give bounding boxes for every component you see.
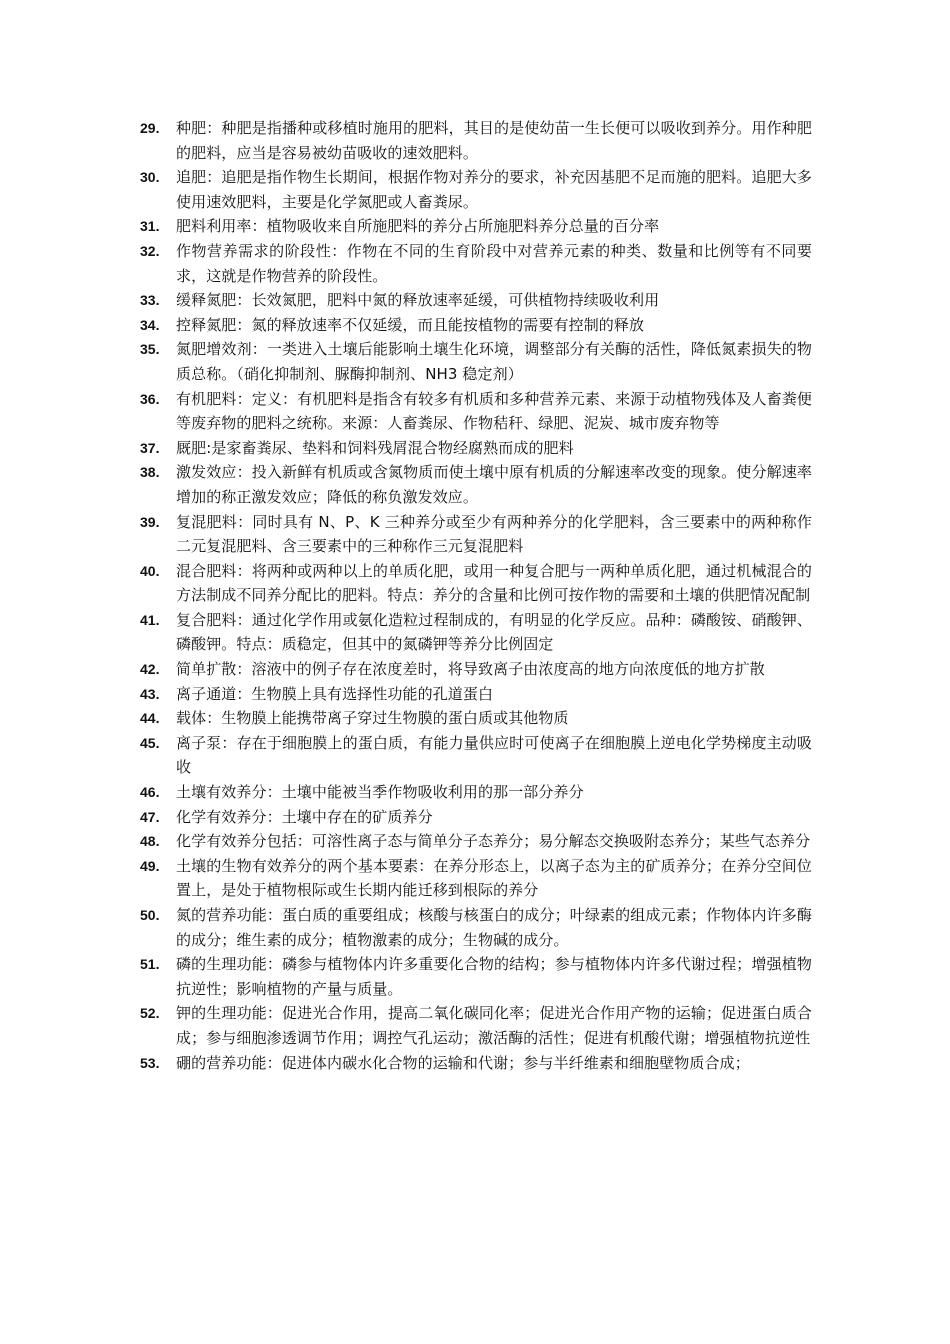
item-text: 土壤有效养分：土壤中能被当季作物吸收利用的那一部分养分	[176, 783, 584, 802]
list-item	[140, 657, 812, 682]
item-number: 40.	[140, 562, 160, 579]
item-text: 肥料利用率：植物吸收来自所施肥料的养分占所施肥料养分总量的百分率	[176, 217, 660, 236]
item-number: 38.	[140, 464, 160, 481]
list-item	[140, 313, 812, 338]
item-number: 47.	[140, 808, 160, 825]
list-item	[140, 116, 812, 165]
item-text: 氮肥增效剂：一类进入土壤后能影响土壤生化环境，调整部分有关酶的活性，降低氮素损失的物质总称。（硝化抑制剂、脲酶抑制剂、NH3 稳定剂）	[176, 340, 812, 383]
item-text: 缓释氮肥：长效氮肥，肥料中氮的释放速率延缓，可供植物持续吸收利用	[176, 291, 660, 310]
item-number: 32.	[140, 242, 160, 259]
item-text: 有机肥料：定义：有机肥料是指含有较多有机质和多种营养元素、来源于动植物残体及人畜粪便等废弃物的肥料之统称。来源：人畜粪尿、作物秸秆、绿肥、泥炭、城市废弃物等	[176, 389, 812, 433]
item-number: 30.	[140, 169, 160, 186]
item-text: 控释氮肥：氮的释放速率不仅延缓，而且能按植物的需要有控制的释放	[176, 315, 645, 334]
item-text: 离子泵：存在于细胞膜上的蛋白质，有能力量供应时可使离子在细胞膜上逆电化学势梯度主动吸收	[176, 733, 812, 777]
item-number: 53.	[140, 1054, 160, 1071]
item-number: 41.	[140, 611, 160, 628]
item-text: 化学有效养分包括：可溶性离子态与简单分子态养分；易分解态交换吸附态养分；某些气态养分	[176, 832, 811, 851]
item-number: 52.	[140, 1005, 160, 1022]
item-number: 51.	[140, 956, 160, 973]
item-text: 简单扩散：溶液中的例子存在浓度差时，将导致离子由浓度高的地方向浓度低的地方扩散	[176, 660, 765, 679]
list-item	[140, 805, 812, 830]
list-item	[140, 165, 812, 214]
list-item	[140, 510, 812, 559]
list-item	[140, 387, 812, 436]
item-text: 种肥：种肥是指播种或移植时施用的肥料，其目的是使幼苗一生长便可以吸收到养分。用作种肥的肥料，应当是容易被幼苗吸收的速效肥料。	[176, 119, 812, 162]
item-text: 化学有效养分：土壤中存在的矿质养分	[176, 807, 433, 826]
list-item	[140, 706, 812, 731]
list-item	[140, 903, 812, 952]
list-item	[140, 1001, 812, 1050]
list-item	[140, 829, 812, 854]
list-item	[140, 780, 812, 805]
list-item	[140, 731, 812, 780]
list-item	[140, 288, 812, 313]
item-number: 46.	[140, 784, 160, 801]
list-item	[140, 214, 812, 239]
item-number: 50.	[140, 907, 160, 923]
item-number: 44.	[140, 710, 160, 727]
item-text: 土壤的生物有效养分的两个基本要素：在养分形态上，以离子态为主的矿质养分；在养分空间位置上，是处于植物根际或生长期内能迁移到根际的养分	[176, 856, 812, 900]
item-text: 厩肥:是家畜粪尿、垫料和饲料残屑混合物经腐熟而成的肥料	[176, 438, 574, 457]
item-number: 36.	[140, 390, 160, 407]
item-number: 34.	[140, 316, 160, 333]
list-item	[140, 682, 812, 707]
list-item	[140, 337, 812, 386]
item-number: 39.	[140, 513, 160, 530]
item-text: 硼的营养功能：促进体内碳水化合物的运输和代谢；参与半纤维素和细胞壁物质合成；	[176, 1053, 750, 1072]
glossary-list	[140, 116, 812, 1075]
item-number: 45.	[140, 734, 160, 751]
list-item	[140, 559, 812, 608]
item-text: 复混肥料：同时具有 N、P、K 三种养分或至少有两种养分的化学肥料，含三要素中的两种称作二元复混肥料、含三要素中的三种称作三元复混肥料	[176, 512, 812, 556]
list-item	[140, 608, 812, 657]
item-text: 激发效应：投入新鲜有机质或含氮物质而使土壤中原有机质的分解速率改变的现象。使分解速率增加的称正激发效应；降低的称负激发效应。	[176, 463, 812, 506]
list-item	[140, 1051, 812, 1076]
item-text: 作物营养需求的阶段性：作物在不同的生育阶段中对营养元素的种类、数量和比例等有不同要求，这就是作物营养的阶段性。	[176, 241, 812, 285]
item-text: 离子通道：生物膜上具有选择性功能的孔道蛋白	[176, 684, 494, 703]
item-number: 43.	[140, 685, 160, 702]
item-text: 氮的营养功能：蛋白质的重要组成；核酸与核蛋白的成分；叶绿素的组成元素；作物体内许多酶的成分；维生素的成分；植物激素的成分；生物碱的成分。	[176, 906, 812, 949]
item-text: 钾的生理功能：促进光合作用，提高二氧化碳同化率；促进光合作用产物的运输；促进蛋白质合成；参与细胞渗透调节作用；调控气孔运动；激活酶的活性；促进有机酸代谢；增强植物抗逆性	[176, 1004, 812, 1047]
list-item	[140, 854, 812, 903]
item-text: 追肥：追肥是指作物生长期间，根据作物对养分的要求，补充因基肥不足而施的肥料。追肥大多使用速效肥料，主要是化学氮肥或人畜粪尿。	[176, 168, 812, 211]
item-number: 49.	[140, 857, 160, 874]
list-item	[140, 239, 812, 288]
list-item	[140, 436, 812, 461]
list-item	[140, 952, 812, 1001]
item-text: 复合肥料：通过化学作用或氨化造粒过程制成的，有明显的化学反应。品种：磷酸铵、硝酸钾、磷酸钾。特点：质稳定，但其中的氮磷钾等养分比例固定	[176, 610, 812, 654]
item-text: 磷的生理功能：磷参与植物体内许多重要化合物的结构；参与植物体内许多代谢过程；增强植物抗逆性；影响植物的产量与质量。	[176, 955, 812, 998]
list-item	[140, 460, 812, 509]
item-text: 载体：生物膜上能携带离子穿过生物膜的蛋白质或其他物质	[176, 709, 569, 728]
item-number: 35.	[140, 341, 160, 358]
item-text: 混合肥料：将两种或两种以上的单质化肥，或用一种复合肥与一两种单质化肥，通过机械混合的方法制成不同养分配比的肥料。特点：养分的含量和比例可按作物的需要和土壤的供肥情况配制	[176, 561, 812, 605]
item-number: 42.	[140, 661, 160, 678]
item-number: 33.	[140, 292, 160, 309]
item-number: 29.	[140, 120, 160, 136]
item-number: 48.	[140, 833, 160, 850]
item-number: 31.	[140, 218, 160, 235]
item-number: 37.	[140, 439, 160, 456]
